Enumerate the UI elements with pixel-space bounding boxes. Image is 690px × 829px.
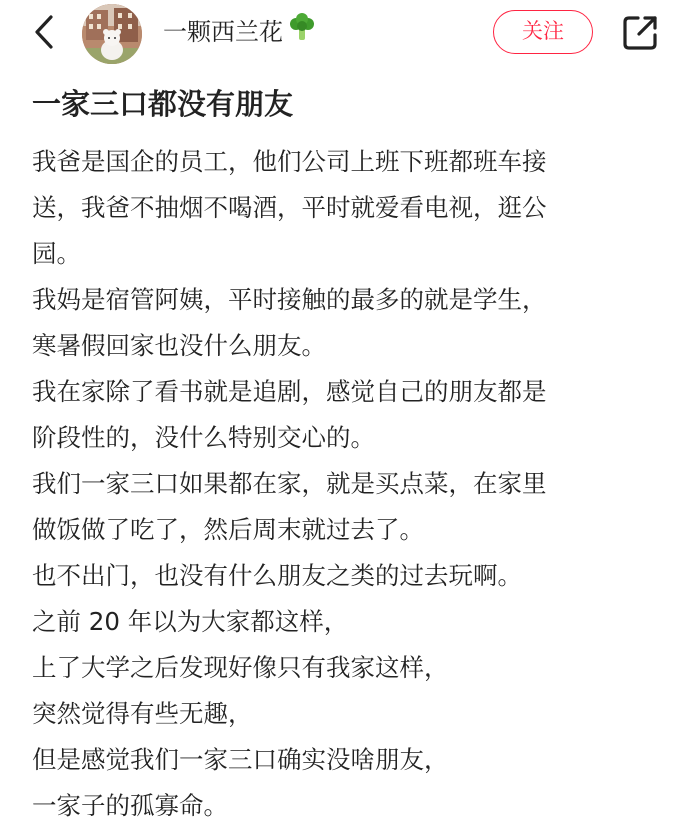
- avatar-image: [82, 4, 142, 64]
- post-body: [32, 139, 672, 829]
- post-line: 寒暑假回家也没什么朋友。: [32, 331, 326, 360]
- post-line: 但是感觉我们一家三口确实没啥朋友，: [32, 745, 449, 774]
- post-line: 园。: [32, 239, 81, 268]
- top-bar: [0, 0, 690, 68]
- share-icon: [620, 13, 660, 53]
- back-button[interactable]: [28, 12, 60, 52]
- chevron-left-icon: [32, 14, 56, 50]
- follow-button[interactable]: 关注: [493, 10, 593, 54]
- post-line: 我爸是国企的员工，他们公司上班下班都班车接: [32, 147, 547, 176]
- post-line: 突然觉得有些无趣，: [32, 699, 253, 728]
- post-line: 阶段性的，没什么特别交心的。: [32, 423, 375, 452]
- post-line: 也不出门，也没有什么朋友之类的过去玩啊。: [32, 561, 522, 590]
- post-line: 一家子的孤寡命。: [32, 791, 228, 820]
- post-line: 送，我爸不抽烟不喝酒，平时就爱看电视，逛公: [32, 193, 547, 222]
- share-button[interactable]: [620, 13, 660, 53]
- author-name-text: 一颗西兰花: [163, 18, 283, 46]
- post-line: 上了大学之后发现好像只有我家这样，: [32, 653, 449, 682]
- post-line: 之前 20 年以为大家都这样，: [32, 607, 349, 636]
- post-line: 做饭做了吃了，然后周末就过去了。: [32, 515, 424, 544]
- broccoli-icon: [287, 12, 317, 50]
- author-name[interactable]: [163, 16, 317, 48]
- avatar[interactable]: [82, 4, 142, 64]
- post-line: 我在家除了看书就是追剧，感觉自己的朋友都是: [32, 377, 547, 406]
- post-line: 我妈是宿管阿姨，平时接触的最多的就是学生，: [32, 285, 547, 314]
- post-line: 我们一家三口如果都在家，就是买点菜，在家里: [32, 469, 547, 498]
- post-title: 一家三口都没有朋友: [32, 87, 294, 121]
